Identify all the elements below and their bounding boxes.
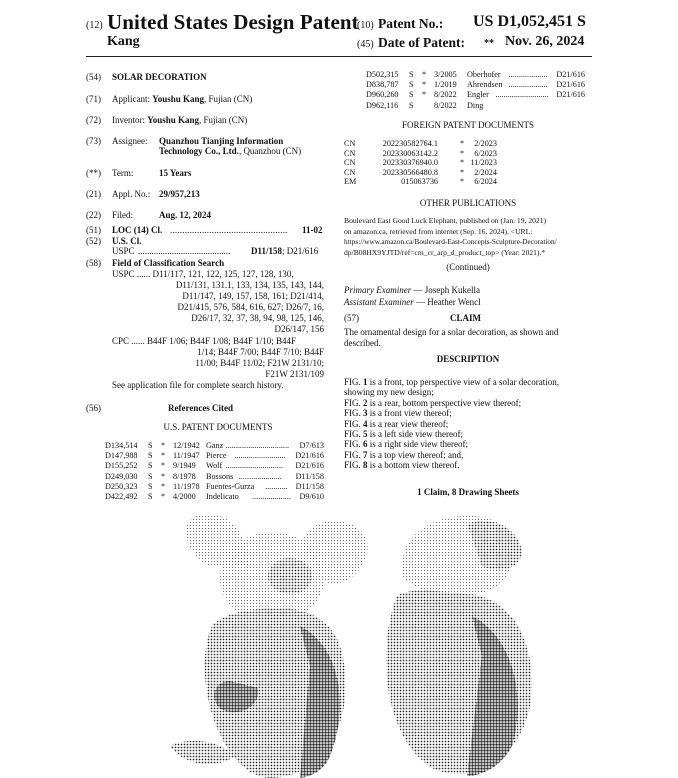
us-doc-dots: ......................... <box>234 451 286 461</box>
header-rule <box>86 56 592 57</box>
us-doc-dots: ..................... <box>238 471 282 481</box>
code-57: (57) <box>344 313 359 323</box>
us-doc-dots: ............................ <box>225 461 283 471</box>
assignee-label: Assignee: <box>112 136 148 146</box>
us-doc-cont-row <box>366 80 585 90</box>
us-doc-dots: ........... <box>265 481 288 491</box>
elephant-figure-rear-view <box>372 506 562 778</box>
foreign-doc-row <box>344 168 524 178</box>
cpc-search-line-2: 1/14; B44F 7/00; B44F 7/10; B44F <box>197 347 324 357</box>
other-pub-line-1: Boulevard East Good Luck Elephant, published on (Jan. 19, 2021) <box>344 216 547 225</box>
us-doc-k: S <box>148 461 153 471</box>
patent-number-label: Patent No.: <box>378 16 444 31</box>
us-doc-dots: ............................... <box>225 441 290 450</box>
foreign-doc-cc: CN <box>344 139 356 148</box>
us-doc-star: * <box>161 441 166 450</box>
figure-description-item: showing my new design; <box>344 387 434 398</box>
us-doc-name: Bossons <box>206 471 234 481</box>
references-cited-label: References Cited <box>168 403 234 413</box>
us-doc-no: D249,030 <box>105 471 138 481</box>
claim-text-line-2: described. <box>344 338 381 348</box>
code-73: (73) <box>86 136 101 146</box>
code-10: (10) <box>357 20 374 31</box>
us-doc-cont-no: D962,116 <box>366 100 399 110</box>
loc-label: LOC (14) Cl. <box>112 225 163 235</box>
us-doc-row <box>105 441 324 451</box>
us-doc-date: 12/1942 <box>173 441 200 450</box>
us-doc-cont-name: Engler <box>467 90 489 100</box>
cpc-search-line-3: 11/00; B44F 11/02; F21W 2131/10; <box>195 358 324 368</box>
uspc-label: USPC <box>112 246 135 256</box>
code-54: (54) <box>86 72 101 82</box>
us-doc-name: Ganz <box>206 441 224 450</box>
us-doc-cont-star: * <box>422 90 427 100</box>
us-doc-date: 8/1978 <box>173 471 196 481</box>
inventor-name: Youshu Kang <box>147 115 200 125</box>
us-doc-star: * <box>161 492 166 501</box>
us-doc-row <box>105 472 324 482</box>
us-doc-cont-k: S <box>409 100 414 110</box>
us-doc-no: D147,988 <box>105 451 138 461</box>
other-pub-line-4: dp/B08HX9YJTD/ref=cm_cr_arp_d_product_top> (Year: 2021).* <box>344 247 546 257</box>
foreign-doc-row <box>344 139 524 149</box>
foreign-doc-cc: CN <box>344 148 356 158</box>
us-doc-dots: ................... <box>252 492 291 501</box>
claims-sheets-summary: 1 Claim, 8 Drawing Sheets <box>417 487 519 497</box>
us-doc-date: 11/1978 <box>173 481 200 491</box>
us-doc-row <box>105 451 324 461</box>
code-52: (52) <box>86 236 101 246</box>
us-doc-cont-star: * <box>422 70 427 79</box>
cpc-search-line-4: F21W 2131/109 <box>265 369 324 379</box>
filed-label: Filed: <box>112 210 134 220</box>
us-doc-cont-k: S <box>409 70 414 79</box>
us-doc-cont-dots: ................... <box>508 80 548 90</box>
foreign-doc-star: * <box>460 158 465 168</box>
uspc-search-line-3: D11/147, 149, 157, 158, 161; D21/414, <box>182 291 324 301</box>
code-71: (71) <box>86 94 101 104</box>
us-doc-cont-no: D960,260 <box>366 90 399 100</box>
foreign-doc-star: * <box>460 139 465 148</box>
us-doc-cont-date: 8/2022 <box>434 100 457 110</box>
figure-description-item: FIG. 4 is a rear view thereof; <box>344 418 449 429</box>
claim-title: CLAIM <box>450 313 481 323</box>
us-doc-cont-row <box>366 101 585 111</box>
us-doc-star: * <box>161 451 166 461</box>
us-doc-k: S <box>148 492 153 501</box>
us-doc-no: D422,492 <box>105 492 138 501</box>
us-doc-k: S <box>148 481 153 491</box>
us-doc-cont-k: S <box>409 90 414 100</box>
foreign-doc-date: 2/2024 <box>474 167 497 177</box>
filed-value: Aug. 12, 2024 <box>159 210 212 220</box>
code-72: (72) <box>86 115 101 125</box>
foreign-doc-cc: EM <box>344 177 357 187</box>
figure-description-item: FIG. 2 is a rear, bottom perspective view thereof; <box>344 397 522 408</box>
figure-description-item: FIG. 8 is a bottom view thereof. <box>344 460 460 471</box>
term-value: 15 Years <box>159 168 192 178</box>
inventor-surname: Kang <box>107 34 140 49</box>
elephant-figure-front-view <box>150 506 380 778</box>
loc-value: 11-02 <box>302 225 323 235</box>
us-doc-cont-dots: .......................... <box>495 90 549 100</box>
appl-no-value: 29/957,213 <box>159 189 200 199</box>
date-stars: ** <box>484 38 494 49</box>
us-doc-cont-star: * <box>422 80 427 90</box>
foreign-doc-row <box>344 158 524 168</box>
us-doc-cont-k: S <box>409 80 414 90</box>
code-term: (**) <box>86 168 101 178</box>
us-doc-row <box>105 482 324 492</box>
uspc-search-line-4: D21/415, 576, 584, 616, 627; D26/7, 16, <box>177 302 324 312</box>
us-doc-name: Indelicato <box>206 492 239 501</box>
uspc-search-line-1: USPC ...... D11/117, 121, 122, 125, 127, 128, 130, <box>112 269 294 279</box>
code-22: (22) <box>86 210 101 220</box>
foreign-doc-star: * <box>460 148 465 158</box>
us-doc-cont-dots: ................... <box>508 70 548 79</box>
code-21: (21) <box>86 189 101 199</box>
us-doc-cls: D7/613 <box>299 441 324 450</box>
foreign-doc-no: 202330376940.0 <box>382 158 438 168</box>
other-pub-line-3: https://www.amazon.ca/Boulevard-East-Concepts-Sculpture-Decoration/ <box>344 237 557 246</box>
field-search-label: Field of Classification Search <box>112 258 225 268</box>
figure-description-item: FIG. 5 is a left side view thereof; <box>344 429 463 439</box>
code-12: (12) <box>86 20 103 31</box>
foreign-doc-row <box>344 149 524 159</box>
foreign-doc-date: 11/2023 <box>470 158 497 168</box>
inventor-line: Inventor: Youshu Kang, Fujian (CN) <box>112 115 248 125</box>
us-doc-cont-no: D838,787 <box>366 80 399 90</box>
figure-description-item: FIG. 3 is a front view thereof; <box>344 408 452 419</box>
other-pubs-title: OTHER PUBLICATIONS <box>419 198 517 208</box>
uspc-search-line-5: D26/17, 32, 37, 38, 94, 98, 125, 146, <box>191 313 324 323</box>
us-doc-name: Wolf <box>206 461 223 471</box>
figure-description-item: FIG. 7 is a top view thereof; and, <box>344 449 464 460</box>
foreign-doc-row <box>344 177 524 187</box>
cpc-search-line-1: CPC ...... B44F 1/06; B44F 1/08; B44F 1/10; B44F <box>112 336 297 346</box>
date-of-patent-label: Date of Patent: <box>378 35 465 50</box>
patent-number: US D1,052,451 S <box>473 13 586 30</box>
uspc-dots: ......................................... <box>138 246 231 256</box>
us-doc-cls: D11/158 <box>295 481 324 491</box>
document-title: United States Design Patent <box>107 10 359 34</box>
us-doc-cont-row <box>366 70 585 80</box>
assistant-examiner: Assistant Examiner — Heather Wencl <box>344 297 481 307</box>
foreign-doc-cc: CN <box>344 167 356 177</box>
us-doc-cont-date: 1/2019 <box>434 80 457 90</box>
us-doc-cls: D11/158 <box>295 471 324 481</box>
continued-note: (Continued) <box>446 262 490 272</box>
us-doc-row <box>105 492 324 502</box>
us-doc-k: S <box>148 451 153 461</box>
foreign-doc-no: 202330566480.8 <box>382 167 438 177</box>
foreign-doc-no: 202230582764.1 <box>382 139 438 148</box>
applicant-line: Applicant: Youshu Kang, Fujian (CN) <box>112 94 253 104</box>
loc-dots: ................................................ <box>170 225 288 235</box>
foreign-doc-no: 015063736 <box>401 177 438 187</box>
other-pub-line-2: on amazon.ca, retrieved from internet (Sep. 16, 2024). <URL: <box>344 226 533 236</box>
us-doc-cont-no: D502,315 <box>366 70 399 79</box>
foreign-docs-title: FOREIGN PATENT DOCUMENTS <box>401 120 535 130</box>
figure-description-item: FIG. 1 is a front, top perspective view of a solar decoration, <box>344 377 559 387</box>
us-doc-star: * <box>161 481 166 491</box>
us-doc-name: Fuentes-Gurza <box>206 481 255 491</box>
us-doc-star: * <box>161 461 166 471</box>
us-doc-cont-row <box>366 90 585 100</box>
us-doc-date: 9/1949 <box>173 461 196 471</box>
uspc-search-line-2: D11/131, 131.1, 133, 134, 135, 143, 144, <box>175 280 324 290</box>
us-doc-k: S <box>148 441 153 450</box>
code-58: (58) <box>86 258 101 268</box>
code-51: (51) <box>86 225 101 235</box>
uspc-search-line-6: D26/147, 156 <box>274 324 324 334</box>
uspc-class: D11/158; D21/616 <box>251 246 319 256</box>
us-doc-cls: D21/616 <box>295 461 324 471</box>
applicant-name: Youshu Kang <box>152 94 205 104</box>
us-doc-cont-date: 3/2005 <box>434 70 457 79</box>
primary-examiner: Primary Examiner — Joseph Kukella <box>344 285 480 295</box>
assignee-name-line1: Quanzhou Tianjing Information <box>159 136 284 146</box>
foreign-doc-star: * <box>460 177 465 187</box>
us-doc-no: D134,514 <box>105 441 138 450</box>
figure-description-item: FIG. 6 is a right side view thereof; <box>344 439 468 450</box>
foreign-doc-date: 6/2024 <box>474 177 497 187</box>
us-doc-no: D155,252 <box>105 461 138 471</box>
us-doc-cont-name: Oberhofer <box>467 70 501 79</box>
us-doc-no: D250,323 <box>105 481 138 491</box>
us-doc-cont-cls: D21/616 <box>556 70 585 79</box>
foreign-doc-date: 2/2023 <box>474 139 497 148</box>
foreign-doc-cc: CN <box>344 158 356 168</box>
appl-no-label: Appl. No.: <box>112 189 151 199</box>
search-history-note: See application file for complete search history. <box>112 380 284 390</box>
assignee-name-line2: Technology Co., Ltd., Quanzhou (CN) <box>159 146 302 156</box>
patent-date: Nov. 26, 2024 <box>505 34 585 49</box>
term-label: Term: <box>112 168 134 178</box>
us-doc-row <box>105 461 324 471</box>
design-title: SOLAR DECORATION <box>112 72 207 82</box>
foreign-doc-date: 6/2023 <box>474 148 497 158</box>
us-patent-docs-title: U.S. PATENT DOCUMENTS <box>163 422 273 432</box>
us-doc-cont-cls: D21/616 <box>556 80 585 90</box>
us-doc-date: 11/1947 <box>173 451 200 461</box>
us-doc-cont-date: 8/2022 <box>434 90 457 100</box>
us-doc-k: S <box>148 471 153 481</box>
us-doc-name: Pierce <box>206 451 227 461</box>
us-doc-cont-cls: D21/616 <box>556 90 585 100</box>
foreign-doc-star: * <box>460 167 465 177</box>
us-doc-cls: D9/610 <box>299 492 324 501</box>
us-cl-label: U.S. Cl. <box>112 236 142 246</box>
us-doc-cont-name: Ahrendsen <box>467 80 503 90</box>
claim-text-line-1: The ornamental design for a solar decoration, as shown and <box>344 327 559 337</box>
us-doc-date: 4/2000 <box>173 492 196 501</box>
code-45: (45) <box>357 39 374 50</box>
description-title: DESCRIPTION <box>436 354 500 364</box>
us-doc-star: * <box>161 471 166 481</box>
code-56: (56) <box>86 403 101 413</box>
us-doc-cont-name: Ding <box>467 100 484 110</box>
foreign-doc-no: 202330063142.2 <box>382 148 438 158</box>
us-doc-cls: D21/616 <box>295 451 324 461</box>
